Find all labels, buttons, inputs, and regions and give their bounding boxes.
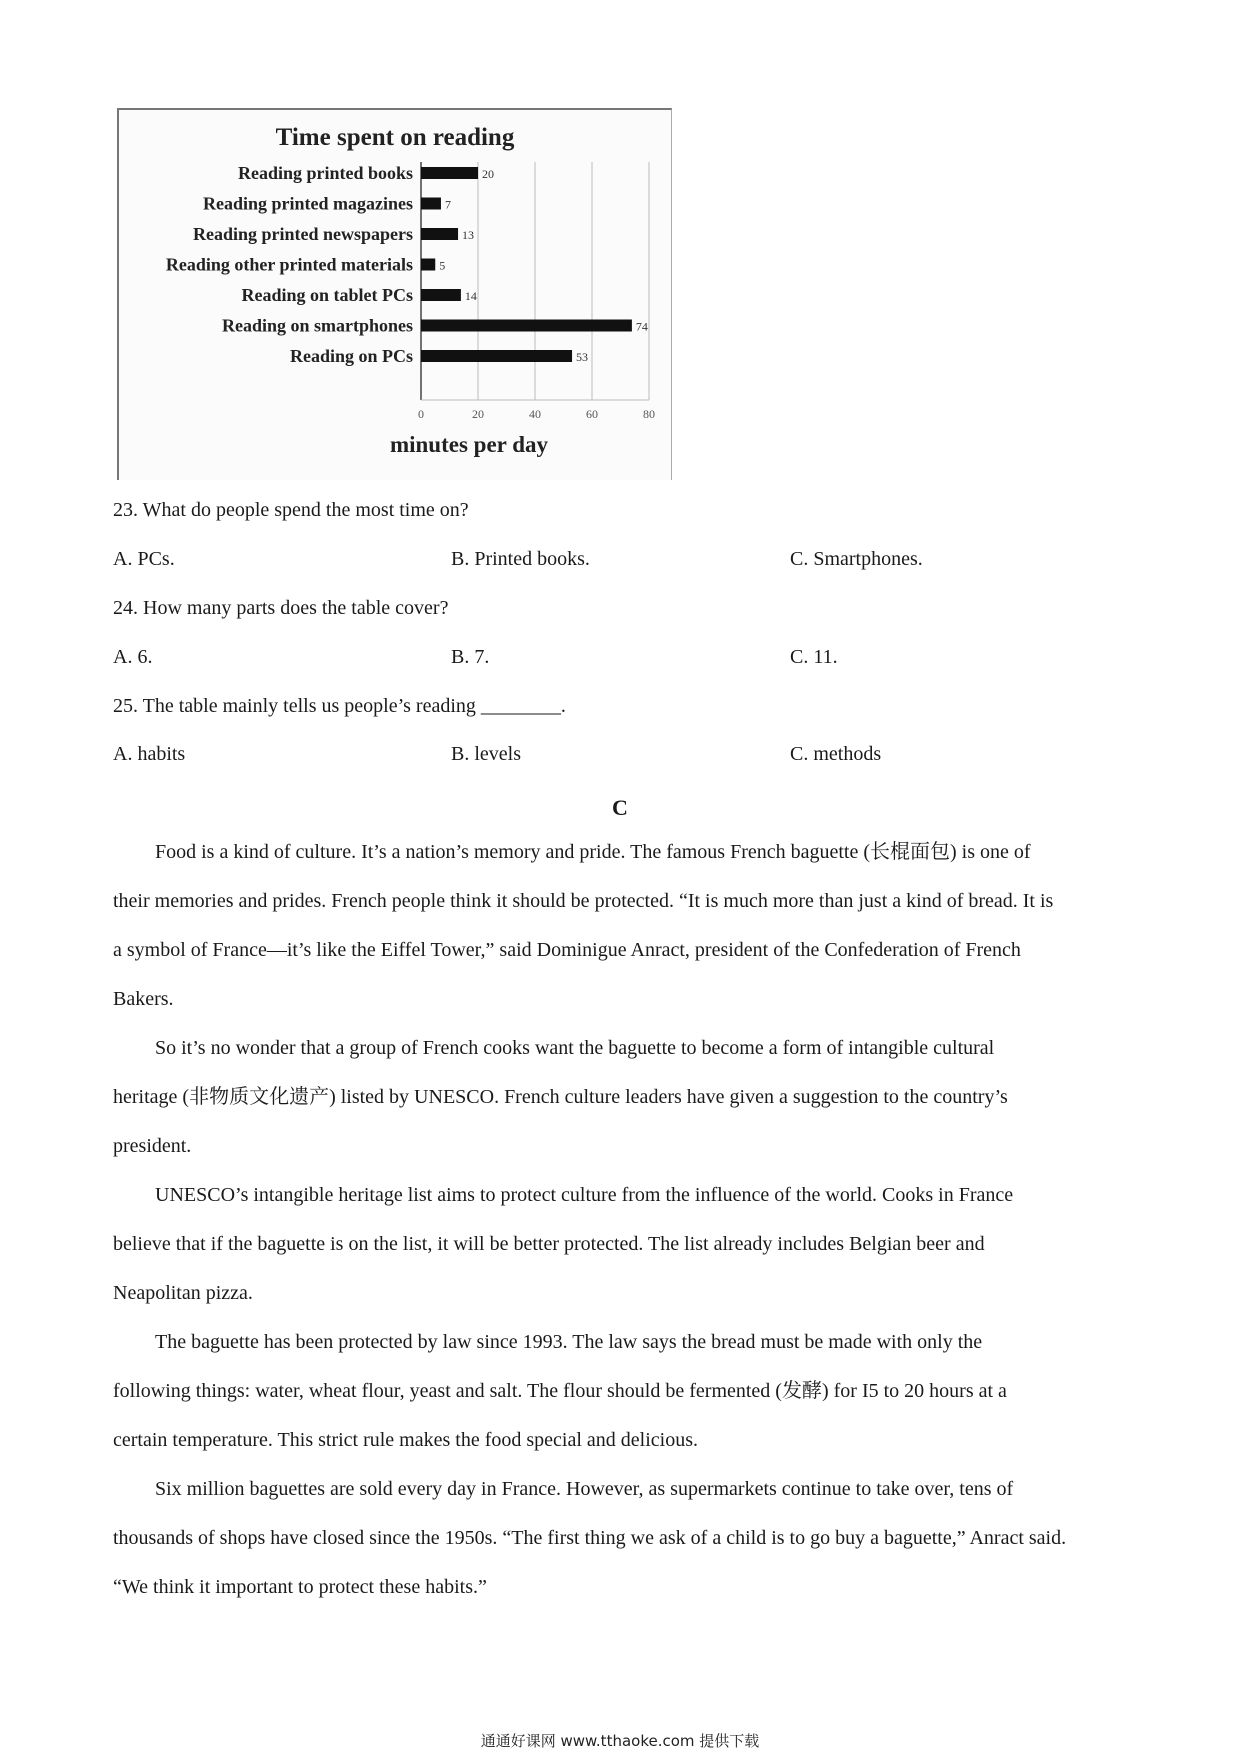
question-23-option-b: B. Printed books. [451, 548, 590, 570]
category-label: Reading printed magazines [202, 193, 413, 214]
bar [421, 259, 435, 271]
passage-line: Neapolitan pizza. [113, 1282, 253, 1304]
passage-line: a symbol of France—it’s like the Eiffel Tower,” said Dominigue Anract, president of the Confederation of French [113, 939, 1021, 961]
x-tick-label: 80 [643, 407, 655, 421]
chart-title: Time spent on reading [275, 124, 515, 151]
passage-line: certain temperature. This strict rule makes the food special and delicious. [113, 1429, 698, 1451]
category-label: Reading on smartphones [221, 315, 413, 336]
question-25-stem: 25. The table mainly tells us people’s reading ________. [113, 695, 566, 717]
category-label: Reading printed newspapers [192, 224, 413, 244]
bar [421, 228, 458, 240]
question-24-option-a: A. 6. [113, 646, 153, 668]
data-label: 53 [576, 350, 589, 364]
passage-line: Six million baguettes are sold every day in France. However, as supermarkets continue to take over, tens of [155, 1478, 1014, 1500]
category-label: Reading on PCs [289, 346, 413, 366]
passage-line: thousands of shops have closed since the 1950s. “The first thing we ask of a child is to go buy a baguette,” Anract said. [113, 1527, 1067, 1549]
question-25-option-c: C. methods [790, 743, 882, 765]
bar [421, 350, 572, 362]
passage-line: their memories and prides. French people think it should be protected. “It is much more than just a kind of bread. It is [113, 890, 1054, 912]
category-label: Reading printed books [237, 163, 413, 183]
bar [421, 289, 461, 301]
category-label: Reading on tablet PCs [241, 285, 413, 305]
bar [421, 198, 441, 210]
question-23-stem: 23. What do people spend the most time on? [113, 499, 469, 521]
passage-line: believe that if the baguette is on the list, it will be better protected. The list already includes Belgian beer and [113, 1233, 985, 1255]
x-tick-label: 40 [529, 407, 541, 421]
chart-plot [119, 110, 671, 480]
question-25-option-b: B. levels [451, 743, 521, 765]
passage-line: The baguette has been protected by law since 1993. The law says the bread must be made with only the [155, 1331, 983, 1353]
x-tick-label: 60 [586, 407, 598, 421]
passage-line: UNESCO’s intangible heritage list aims to protect culture from the influence of the world. Cooks in France [155, 1184, 1014, 1206]
data-label: 74 [635, 319, 648, 334]
passage-line: president. [113, 1135, 192, 1157]
passage-line: Bakers. [113, 988, 174, 1010]
category-label: Reading other printed materials [165, 254, 413, 275]
question-25-option-a: A. habits [113, 743, 186, 765]
data-label: 13 [462, 228, 475, 242]
footer-watermark: 通通好课网 www.tthaoke.com 提供下载 [480, 1732, 760, 1750]
question-23-option-c: C. Smartphones. [790, 548, 923, 570]
passage-line: “We think it important to protect these habits.” [113, 1576, 487, 1598]
data-label: 7 [444, 197, 451, 212]
section-title: C [612, 795, 628, 820]
x-tick-label: 0 [418, 407, 424, 421]
question-24-option-b: B. 7. [451, 646, 490, 668]
reading-time-chart [117, 108, 672, 480]
question-24-stem: 24. How many parts does the table cover? [113, 597, 449, 619]
passage-line: heritage (非物质文化遗产) listed by UNESCO. French culture leaders have given a suggestion to the country’s [113, 1086, 1008, 1108]
bar [421, 320, 632, 332]
x-tick-label: 20 [472, 407, 484, 421]
chart-x-axis-label: minutes per day [389, 432, 549, 457]
question-24-option-c: C. 11. [790, 646, 838, 668]
passage-line: Food is a kind of culture. It’s a nation’s memory and pride. The famous French baguette (长棍面包) is one of [155, 841, 1031, 863]
question-23-option-a: A. PCs. [113, 548, 175, 570]
bar [421, 167, 478, 179]
passage-line: following things: water, wheat flour, yeast and salt. The flour should be fermented (发酵) for I5 to 20 hours at a [113, 1380, 1007, 1402]
data-label: 14 [464, 289, 477, 303]
data-label: 5 [439, 258, 446, 273]
passage-line: So it’s no wonder that a group of French cooks want the baguette to become a form of intangible cultural [155, 1037, 995, 1059]
data-label: 20 [482, 167, 494, 181]
